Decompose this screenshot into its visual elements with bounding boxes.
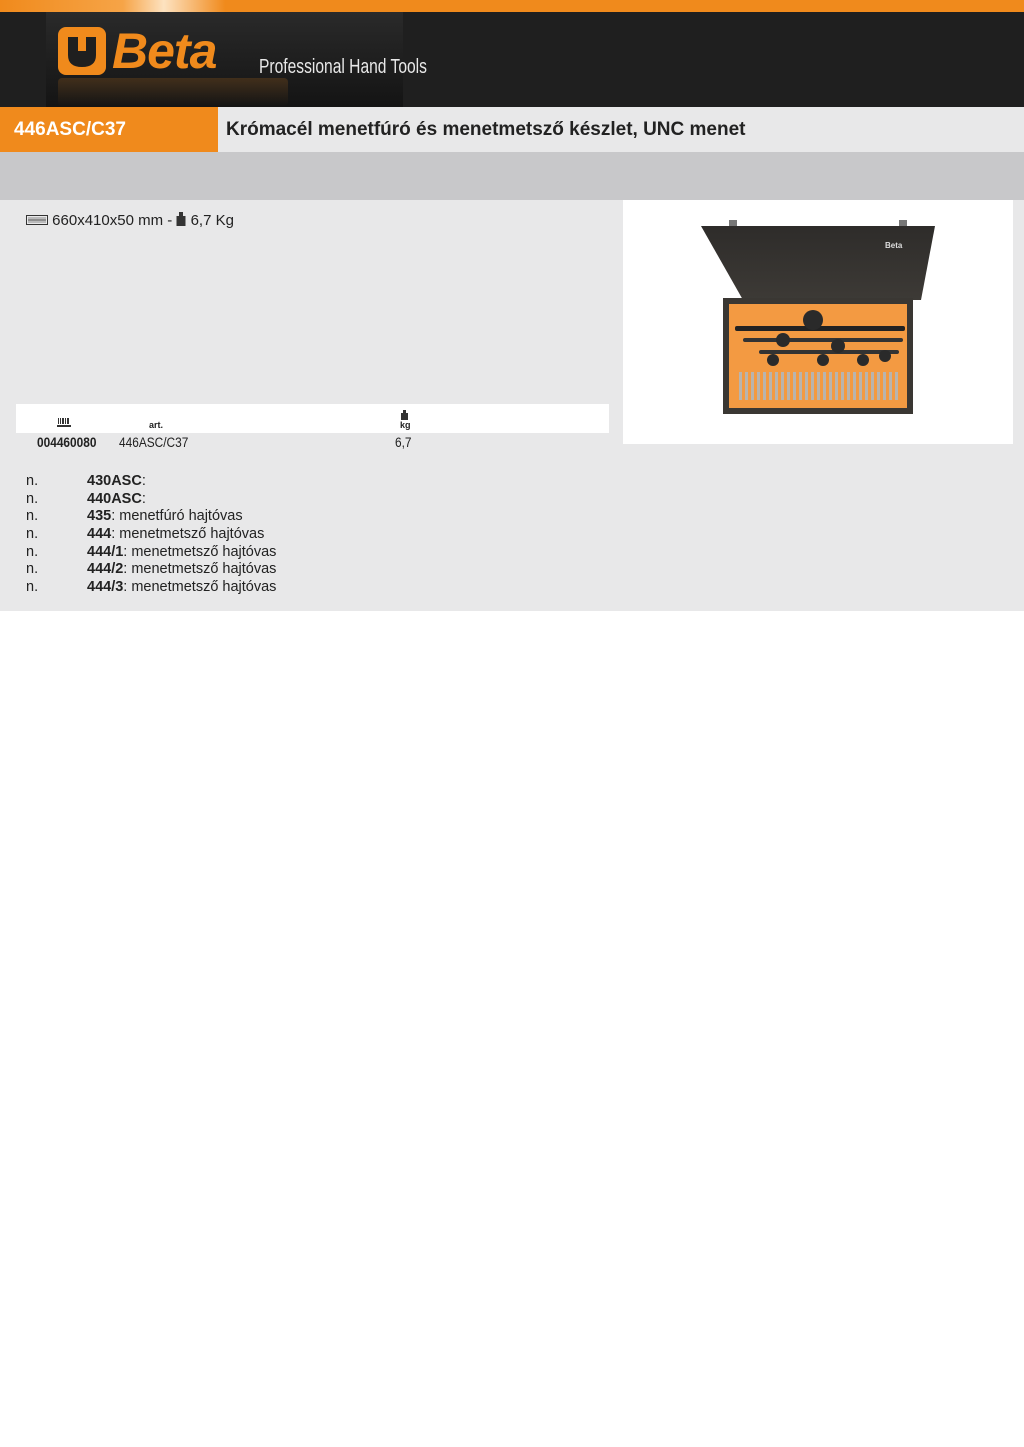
barcode-icon	[57, 415, 71, 433]
header	[0, 12, 1024, 107]
brand-logo-panel	[46, 12, 427, 107]
item-code: 444/1	[87, 543, 124, 560]
table-header	[16, 404, 609, 433]
row-kg: 6,7	[395, 435, 412, 450]
svg-text:Beta: Beta	[885, 241, 903, 250]
item-desc: : menetfúró hajtóvas	[111, 508, 243, 525]
top-accent-bar	[0, 0, 1024, 12]
dimensions-value: 660x410x50 mm	[52, 212, 164, 229]
item-code: 440ASC	[87, 490, 142, 507]
weight-icon	[176, 212, 186, 230]
item-qty: n.	[26, 561, 39, 578]
item-code: 430ASC	[87, 473, 142, 489]
product-code: 446ASC/C37	[14, 119, 126, 140]
item-qty: n.	[26, 508, 39, 525]
logo-reflection	[58, 78, 288, 106]
item-qty: n.	[26, 473, 39, 489]
weight-value: 6,7 Kg	[190, 212, 234, 229]
item-code: 444	[87, 526, 112, 543]
product-code-box	[0, 107, 218, 152]
item-qty: n.	[26, 490, 39, 507]
dimensions-line	[26, 212, 234, 230]
item-qty: n.	[26, 526, 39, 543]
brand-logo-text: Beta	[112, 23, 217, 79]
kg-header: kg	[400, 420, 411, 430]
item-desc: : menetmetsző hajtóvas	[123, 543, 277, 560]
item-qty: n.	[26, 579, 39, 596]
item-qty: n.	[26, 543, 39, 560]
row-art: 446ASC/C37	[119, 435, 189, 450]
table-row	[16, 433, 609, 453]
item-desc: :	[141, 473, 146, 489]
item-code: 444/2	[87, 561, 124, 578]
product-details	[0, 200, 1024, 611]
wrench-logo-icon	[58, 27, 106, 75]
title-bar	[0, 107, 1024, 152]
dimensions-separator: -	[167, 212, 173, 229]
row-code: 004460080	[37, 435, 97, 450]
case-dimensions-icon	[26, 213, 48, 230]
product-photo	[623, 200, 1013, 444]
item-code: 444/3	[87, 579, 124, 596]
brand-tagline: Professional Hand Tools	[259, 56, 427, 78]
art-header: art.	[149, 420, 164, 430]
section-divider-band	[0, 152, 1024, 200]
product-title: Krómacél menetfúró és menetmetsző készlet, UNC menet	[226, 119, 746, 140]
item-desc: : menetmetsző hajtóvas	[111, 526, 265, 543]
item-desc: :	[141, 490, 146, 507]
item-desc: : menetmetsző hajtóvas	[123, 579, 277, 596]
item-code: 435	[87, 508, 112, 525]
item-desc: : menetmetsző hajtóvas	[123, 561, 277, 578]
